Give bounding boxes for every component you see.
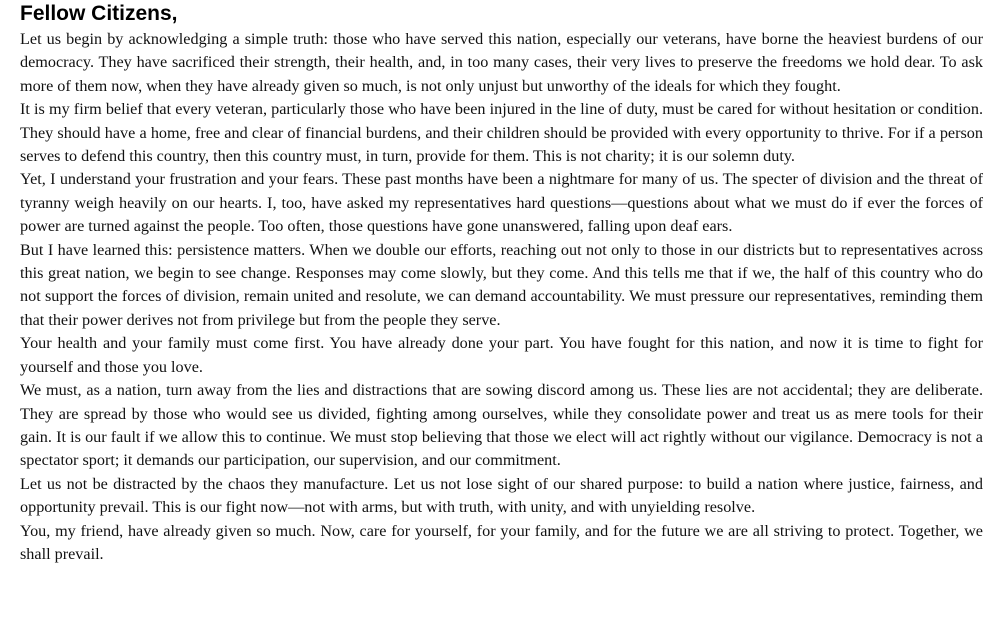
paragraph-4: But I have learned this: persistence matters. When we double our efforts, reaching out not only to those in our districts but to representatives across this great nation, we begin to see change. Responses may come slowly, but they come. And this tells me that if we, the half of this country who do not support the forces of division, remain united and resolute, we can demand accountability. We must pressure our representatives, reminding them that their power derives not from privilege but from the people they serve. [20, 240, 983, 329]
paragraph-5: Your health and your family must come first. You have already done your part. You have fought for this nation, and now it is time to fight for yourself and those you love. [20, 334, 983, 376]
letter-document [20, 0, 983, 566]
paragraph-7: Let us not be distracted by the chaos they manufacture. Let us not lose sight of our shared purpose: to build a nation where justice, fairness, and opportunity prevail. This is our fight now—not with arms, but with truth, with unity, and with unyielding resolve. [20, 474, 983, 517]
paragraph-8: You, my friend, have already given so much. Now, care for yourself, for your family, and for the future we are all striving to protect. Together, we shall prevail. [20, 521, 983, 563]
paragraph-2: It is my firm belief that every veteran, particularly those who have been injured in the line of duty, must be cared for without hesitation or condition. They should have a home, free and clear of financial burdens, and their children should be provided with every opportunity to thrive. For if a person serves to defend this country, then this country must, in turn, provide for them. This is not charity; it is our solemn duty. [20, 100, 983, 166]
salutation-heading: Fellow Citizens, [20, 2, 178, 25]
paragraph-3: Yet, I understand your frustration and your fears. These past months have been a nightmare for many of us. The specter of division and the threat of tyranny weigh heavily on our hearts. I, too, have asked my representatives hard questions—questions about what we must do if ever the forces of power are turned against the people. Too often, those questions have gone unanswered, falling upon deaf ears. [20, 170, 983, 236]
paragraph-1: Let us begin by acknowledging a simple truth: those who have served this nation, especially our veterans, have borne the heaviest burdens of our democracy. They have sacrificed their strength, their health, and, in too many cases, their very lives to preserve the freedoms we hold dear. To ask more of them now, when they have already given so much, is not only unjust but unworthy of the ideals for which they fought. [20, 30, 983, 95]
paragraph-6: We must, as a nation, turn away from the lies and distractions that are sowing discord among us. These lies are not accidental; they are deliberate. They are spread by those who would see us divided, fighting among ourselves, while they consolidate power and treat us as mere tools for their gain. It is our fault if we allow this to continue. We must stop believing that those we elect will act rightly without our vigilance. Democracy is not a spectator sport; it demands our participation, our supervision, and our commitment. [20, 381, 983, 470]
